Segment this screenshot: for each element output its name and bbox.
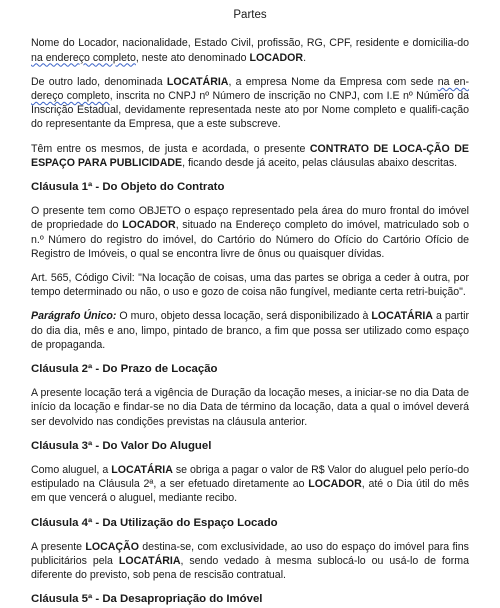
bold-term: LOCATÁRIA xyxy=(118,555,181,568)
bold-term: LOCADOR xyxy=(249,51,304,64)
clause-2-heading: Cláusula 2ª - Do Prazo de Locação xyxy=(31,362,218,375)
bold-term: LOCADOR xyxy=(122,219,176,232)
bold-term: LOCAÇÃO xyxy=(85,540,139,553)
clause-1-paragrafo-unico xyxy=(31,309,469,352)
text-span: , ficando desde já aceito, pelas cláusulas abaixo descritas. xyxy=(182,156,458,169)
clause-4-paragraph xyxy=(31,540,469,583)
italic-label: Parágrafo Único: xyxy=(31,310,117,323)
paragraph-contrato xyxy=(31,142,469,170)
spellcheck-underline: na endereço completo xyxy=(31,51,136,64)
clause-2-paragraph: A presente locação terá a vigência de Duração da locação meses, a iniciar-se no dia Data de início da locação e findar-se no dia Data de término da locação, data a qual o imóvel deverá ser devolvido nas condições previstas na cláusula anterior. xyxy=(31,387,469,428)
document-title: Partes xyxy=(233,9,267,21)
clause-4-heading: Cláusula 4ª - Da Utilização do Espaço Locado xyxy=(31,516,278,529)
text-span: Nome do Locador, nacionalidade, Estado Civil, profissão, RG, CPF, residente e domicilia-do xyxy=(31,37,469,50)
text-span: O presente tem como OBJETO o espaço representado pela área do muro frontal do imóvel de propriedade do xyxy=(31,205,469,232)
text-span: Têm entre os mesmos, de justa e acordada, o presente xyxy=(31,142,310,155)
text-span: A presente xyxy=(31,540,86,553)
text-span: , até o Dia útil do mês em que vencerá o aluguel, mediante recibo. xyxy=(31,478,469,505)
paragraph-locador xyxy=(31,36,469,64)
bold-term: LOCATÁRIA xyxy=(111,464,173,476)
clause-3-heading: Cláusula 3ª - Do Valor Do Aluguel xyxy=(31,439,212,452)
text-span: O muro, objeto dessa locação, será disponibilizado à xyxy=(116,310,372,323)
text-span: destina-se, com exclusividade, ao uso do espaço do imóvel para fins publicitários pela xyxy=(31,540,469,568)
text-span: Como aluguel, a xyxy=(31,464,112,476)
spellcheck-underline: na en-dereço completo xyxy=(31,75,470,102)
bold-term: LOCATÁRIA xyxy=(371,310,433,323)
text-span: , situado na Endereço completo do imóvel, matriculado sob o n.º Número do registro do imóvel, do Cartório do Número do Ofício do Cartório Ofício de Registro de Imóveis, o qual se encontra livre de ônus ou quaisquer dívidas. xyxy=(31,219,469,260)
text-span: , a empresa Nome da Empresa com sede xyxy=(228,75,438,88)
bold-term: LOCADOR xyxy=(308,478,362,491)
clause-1-article-quote: Art. 565, Código Civil: "Na locação de coisas, uma das partes se obriga a ceder à outra, por tempo determinado ou não, o uso e gozo de coisa não fungível, mediante certa retri-buição". xyxy=(31,271,469,299)
bold-term: LOCATÁRIA xyxy=(166,75,229,88)
text-span: De outro lado, denominada xyxy=(31,75,167,88)
clause-5-heading: Cláusula 5ª - Da Desapropriação do Imóvel xyxy=(31,593,263,606)
clause-1-paragraph xyxy=(31,204,469,261)
text-span: , inscrita no CNPJ nº Número de inscrição no CNPJ, com I.E nº Número da Inscrição Estadual, devidamente representada neste ato por Nome completo e qualifi-cação do representante da Empresa, que a este subscreve. xyxy=(31,89,469,131)
text-span: . xyxy=(303,51,307,64)
clause-1-heading: Cláusula 1ª - Do Objeto do Contrato xyxy=(31,180,225,193)
bold-term: CONTRATO DE LOCA-ÇÃO DE ESPAÇO PARA PUBLICIDADE xyxy=(31,142,470,169)
text-span: a partir do dia dia, mês e ano, limpo, pintado de branco, a fim que possa ser utilizado como espaço de propaganda. xyxy=(31,310,469,351)
paragraph-locataria xyxy=(31,75,469,132)
text-span: , neste ato denominado xyxy=(135,51,250,64)
clause-3-paragraph xyxy=(31,463,469,506)
text-span: se obriga a pagar o valor de R$ Valor do aluguel pelo perío-do estipulado na Cláusula 2ª, a ser efetuado diretamente ao xyxy=(31,464,470,491)
text-span: , sendo vedado à mesma sublocá-lo ou usá-lo de forma diferente do previsto, sob pena de rescisão contratual. xyxy=(31,555,469,582)
